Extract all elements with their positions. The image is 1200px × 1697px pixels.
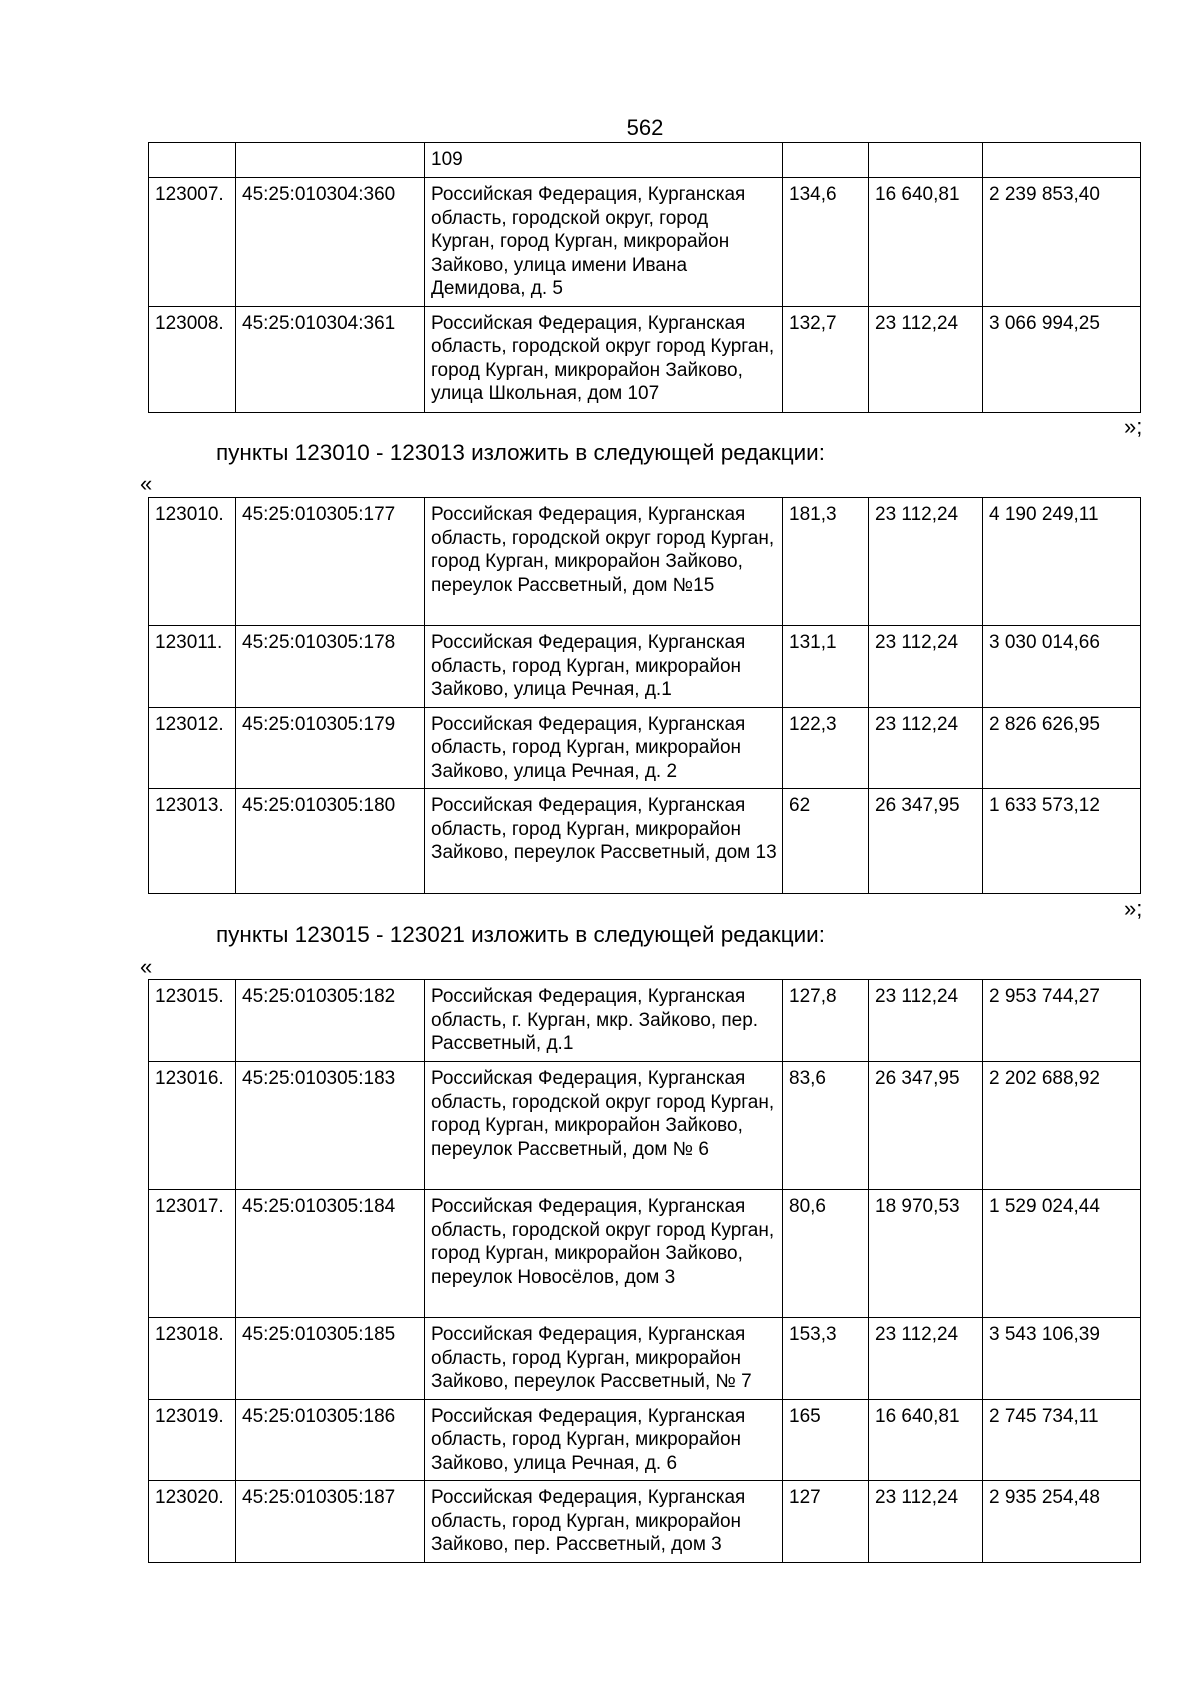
table-row — [149, 626, 1141, 708]
item-number: 123020. — [149, 1481, 236, 1563]
opening-quote: « — [140, 954, 153, 979]
table-row — [149, 1318, 1141, 1400]
cadastral-value: 1 633 573,12 — [983, 789, 1141, 894]
table-row — [149, 707, 1141, 789]
cadastral-value: 3 543 106,39 — [983, 1318, 1141, 1400]
area: 181,3 — [783, 498, 869, 626]
cadastral-value: 2 826 626,95 — [983, 707, 1141, 789]
cadastral-value: 3 066 994,25 — [983, 306, 1141, 412]
area — [783, 143, 869, 178]
address: Российская Федерация, Курганская область, город Курган, микрорайон Зайково, переулок Рассветный, дом 13 — [425, 789, 783, 894]
table-row — [149, 1190, 1141, 1318]
cadastral-rate: 26 347,95 — [869, 1062, 983, 1190]
item-number: 123012. — [149, 707, 236, 789]
cadastral-rate: 18 970,53 — [869, 1190, 983, 1318]
cadastral-value — [983, 143, 1141, 178]
item-number: 123008. — [149, 306, 236, 412]
area: 134,6 — [783, 178, 869, 307]
table-row — [149, 1481, 1141, 1563]
cadastral-rate: 16 640,81 — [869, 1399, 983, 1481]
cadastral-value: 4 190 249,11 — [983, 498, 1141, 626]
area: 62 — [783, 789, 869, 894]
property-table-2 — [148, 497, 1141, 894]
address: Российская Федерация, Курганская область, город Курган, микрорайон Зайково, пер. Рассветный, дом 3 — [425, 1481, 783, 1563]
address: 109 — [425, 143, 783, 178]
cadastral-value: 3 030 014,66 — [983, 626, 1141, 708]
cadastral-value: 2 202 688,92 — [983, 1062, 1141, 1190]
item-number: 123010. — [149, 498, 236, 626]
page-number: 562 — [626, 115, 664, 140]
cadastral-number: 45:25:010304:360 — [236, 178, 425, 307]
item-number: 123016. — [149, 1062, 236, 1190]
cadastral-number: 45:25:010305:179 — [236, 707, 425, 789]
address: Российская Федерация, Курганская область, городской округ, город Курган, город Курган, микрорайон Зайково, улица имени Ивана Демидова, д. 5 — [425, 178, 783, 307]
area: 153,3 — [783, 1318, 869, 1400]
table-row — [149, 789, 1141, 894]
area: 127,8 — [783, 980, 869, 1062]
cadastral-number: 45:25:010305:178 — [236, 626, 425, 708]
closing-quote: »; — [1124, 896, 1143, 921]
address: Российская Федерация, Курганская область, город Курган, микрорайон Зайково, улица Речная, д.1 — [425, 626, 783, 708]
cadastral-rate: 23 112,24 — [869, 498, 983, 626]
address: Российская Федерация, Курганская область, г. Курган, мкр. Зайково, пер. Рассветный, д.1 — [425, 980, 783, 1062]
cadastral-number: 45:25:010305:182 — [236, 980, 425, 1062]
cadastral-value: 1 529 024,44 — [983, 1190, 1141, 1318]
cadastral-rate: 23 112,24 — [869, 707, 983, 789]
item-number: 123017. — [149, 1190, 236, 1318]
cadastral-rate — [869, 143, 983, 178]
table-row — [149, 980, 1141, 1062]
cadastral-number: 45:25:010305:183 — [236, 1062, 425, 1190]
cadastral-rate: 26 347,95 — [869, 789, 983, 894]
item-number: 123015. — [149, 980, 236, 1062]
cadastral-number: 45:25:010304:361 — [236, 306, 425, 412]
area: 165 — [783, 1399, 869, 1481]
table-row — [149, 1062, 1141, 1190]
amendment-instruction: пункты 123010 - 123013 изложить в следующей редакции: — [216, 440, 826, 465]
cadastral-rate: 23 112,24 — [869, 306, 983, 412]
address: Российская Федерация, Курганская область, городской округ город Курган, город Курган, микрорайон Зайково, переулок Рассветный, дом № 6 — [425, 1062, 783, 1190]
cadastral-number: 45:25:010305:184 — [236, 1190, 425, 1318]
cadastral-rate: 23 112,24 — [869, 980, 983, 1062]
area: 127 — [783, 1481, 869, 1563]
item-number: 123011. — [149, 626, 236, 708]
property-table-3 — [148, 979, 1141, 1563]
amendment-instruction: пункты 123015 - 123021 изложить в следующей редакции: — [216, 922, 826, 947]
cadastral-value: 2 935 254,48 — [983, 1481, 1141, 1563]
cadastral-number: 45:25:010305:186 — [236, 1399, 425, 1481]
cadastral-rate: 23 112,24 — [869, 1481, 983, 1563]
cadastral-rate: 23 112,24 — [869, 626, 983, 708]
cadastral-number: 45:25:010305:180 — [236, 789, 425, 894]
cadastral-number: 45:25:010305:177 — [236, 498, 425, 626]
cadastral-value: 2 953 744,27 — [983, 980, 1141, 1062]
address: Российская Федерация, Курганская область, город Курган, микрорайон Зайково, переулок Рассветный, № 7 — [425, 1318, 783, 1400]
cadastral-rate: 23 112,24 — [869, 1318, 983, 1400]
address: Российская Федерация, Курганская область, городской округ город Курган, город Курган, микрорайон Зайково, переулок Новосёлов, дом 3 — [425, 1190, 783, 1318]
cadastral-rate: 16 640,81 — [869, 178, 983, 307]
table-row — [149, 498, 1141, 626]
table-row — [149, 1399, 1141, 1481]
address: Российская Федерация, Курганская область, город Курган, микрорайон Зайково, улица Речная, д. 2 — [425, 707, 783, 789]
closing-quote: »; — [1124, 414, 1143, 439]
area: 83,6 — [783, 1062, 869, 1190]
item-number: 123018. — [149, 1318, 236, 1400]
address: Российская Федерация, Курганская область, городской округ город Курган, город Курган, микрорайон Зайково, улица Школьная, дом 107 — [425, 306, 783, 412]
cadastral-value: 2 745 734,11 — [983, 1399, 1141, 1481]
cadastral-value: 2 239 853,40 — [983, 178, 1141, 307]
cadastral-number: 45:25:010305:187 — [236, 1481, 425, 1563]
item-number — [149, 143, 236, 178]
table-row — [149, 178, 1141, 307]
address: Российская Федерация, Курганская область, городской округ город Курган, город Курган, микрорайон Зайково, переулок Рассветный, дом №15 — [425, 498, 783, 626]
item-number: 123013. — [149, 789, 236, 894]
table-row — [149, 306, 1141, 412]
area: 132,7 — [783, 306, 869, 412]
property-table-1 — [148, 142, 1141, 413]
cadastral-number — [236, 143, 425, 178]
address: Российская Федерация, Курганская область, город Курган, микрорайон Зайково, улица Речная, д. 6 — [425, 1399, 783, 1481]
cadastral-number: 45:25:010305:185 — [236, 1318, 425, 1400]
item-number: 123019. — [149, 1399, 236, 1481]
table-row — [149, 143, 1141, 178]
opening-quote: « — [140, 471, 153, 496]
area: 131,1 — [783, 626, 869, 708]
area: 80,6 — [783, 1190, 869, 1318]
item-number: 123007. — [149, 178, 236, 307]
area: 122,3 — [783, 707, 869, 789]
